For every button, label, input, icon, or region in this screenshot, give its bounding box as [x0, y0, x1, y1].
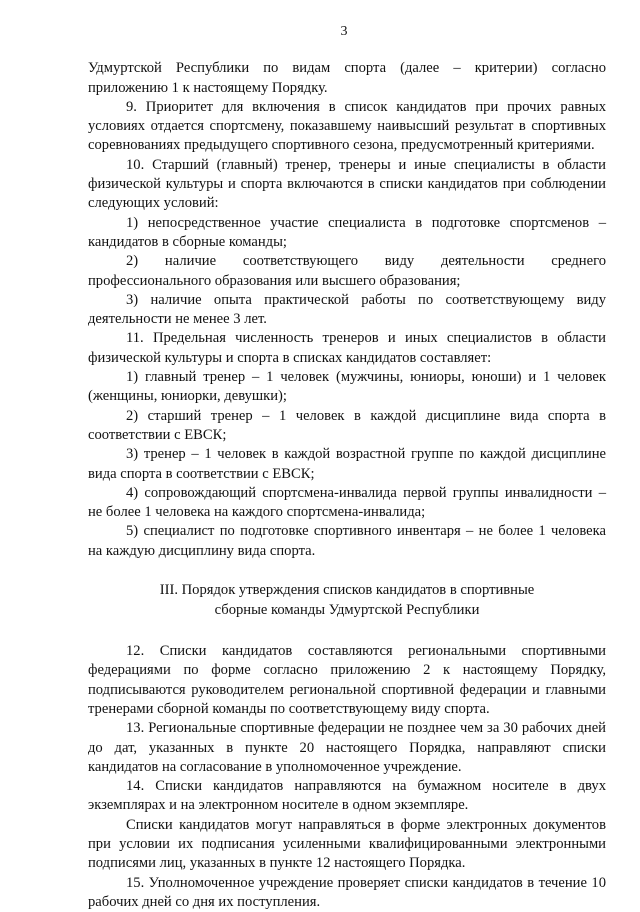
section-title-line: сборные команды Удмуртской Республики — [214, 601, 480, 618]
paragraphs-bottom — [88, 642, 606, 912]
section-title-line: III. Порядок утверждения списков кандидатов в спортивные — [159, 582, 535, 599]
list-item: 4) сопровождающий спортсмена-инвалида первой группы инвалидности – не более 1 человека на каждого спортсмена-инвалида; — [88, 484, 606, 521]
paragraph-item-12: 12. Списки кандидатов составляются региональными спортивными федерациями по форме согласно приложению 2 к настоящему Порядку, подписываются руководителем региональной спортивной федерации и главными тренерами сборной команды по соответствующему виду спорта. — [88, 643, 606, 717]
paragraph-item-14: 14. Списки кандидатов направляются на бумажном носителе в двух экземплярах и на электронном носителе в одном экземпляре. — [88, 778, 606, 814]
list-item: 3) тренер – 1 человек в каждой возрастной группе по каждой дисциплине вида спорта в соответствии с ЕВСК; — [88, 446, 606, 482]
paragraph: Удмуртской Республики по видам спорта (далее – критерии) согласно приложению 1 к настоящему Порядку. — [88, 60, 606, 96]
paragraph-item-11: 11. Предельная численность тренеров и иных специалистов в области физической культуры и спорта в списках кандидатов составляет: — [88, 330, 606, 366]
list-item: 1) главный тренер – 1 человек (мужчины, юниоры, юноши) и 1 человек (женщины, юниорки, девушки); — [88, 369, 606, 405]
list-item: 2) старший тренер – 1 человек в каждой дисциплине вида спорта в соответствии с ЕВСК; — [88, 407, 606, 443]
paragraph-item-10: 10. Старший (главный) тренер, тренеры и иные специалисты в области физической культуры и спорта включаются в списки кандидатов при соблюдении следующих условий: — [88, 156, 606, 212]
paragraphs-top — [88, 59, 606, 561]
list-item: 3) наличие опыта практической работы по соответствующему виду деятельности не менее 3 лет. — [88, 291, 606, 328]
page-number: 3 — [340, 24, 348, 39]
section-title — [88, 581, 606, 620]
list-item: 2) наличие соответствующего виду деятельности среднего профессионального образования или высшего образования; — [88, 253, 606, 289]
paragraph-item-15: 15. Уполномоченное учреждение проверяет списки кандидатов в течение 10 рабочих дней со дня их поступления. — [88, 874, 606, 910]
paragraph-item-9: 9. Приоритет для включения в список кандидатов при прочих равных условиях отдается спортсмену, показавшему наивысший результат в спортивных соревнованиях предыдущего спортивного сезона, предусмотренный критериями. — [88, 98, 606, 154]
list-item: 1) непосредственное участие специалиста в подготовке спортсменов – кандидатов в сборные команды; — [88, 214, 606, 250]
paragraph-item-13: 13. Региональные спортивные федерации не позднее чем за 30 рабочих дней до дат, указанных в пункте 20 настоящего Порядка, направляют списки кандидатов на согласование в уполномоченное учреждение. — [88, 720, 606, 775]
list-item: 5) специалист по подготовке спортивного инвентаря – не более 1 человека на каждую дисциплину вида спорта. — [88, 523, 606, 559]
paragraph: Списки кандидатов могут направляться в форме электронных документов при условии их подписания усиленными квалифицированными электронными подписями лиц, указанных в пункте 12 настоящего Порядка. — [88, 816, 606, 872]
document-page — [88, 22, 606, 912]
